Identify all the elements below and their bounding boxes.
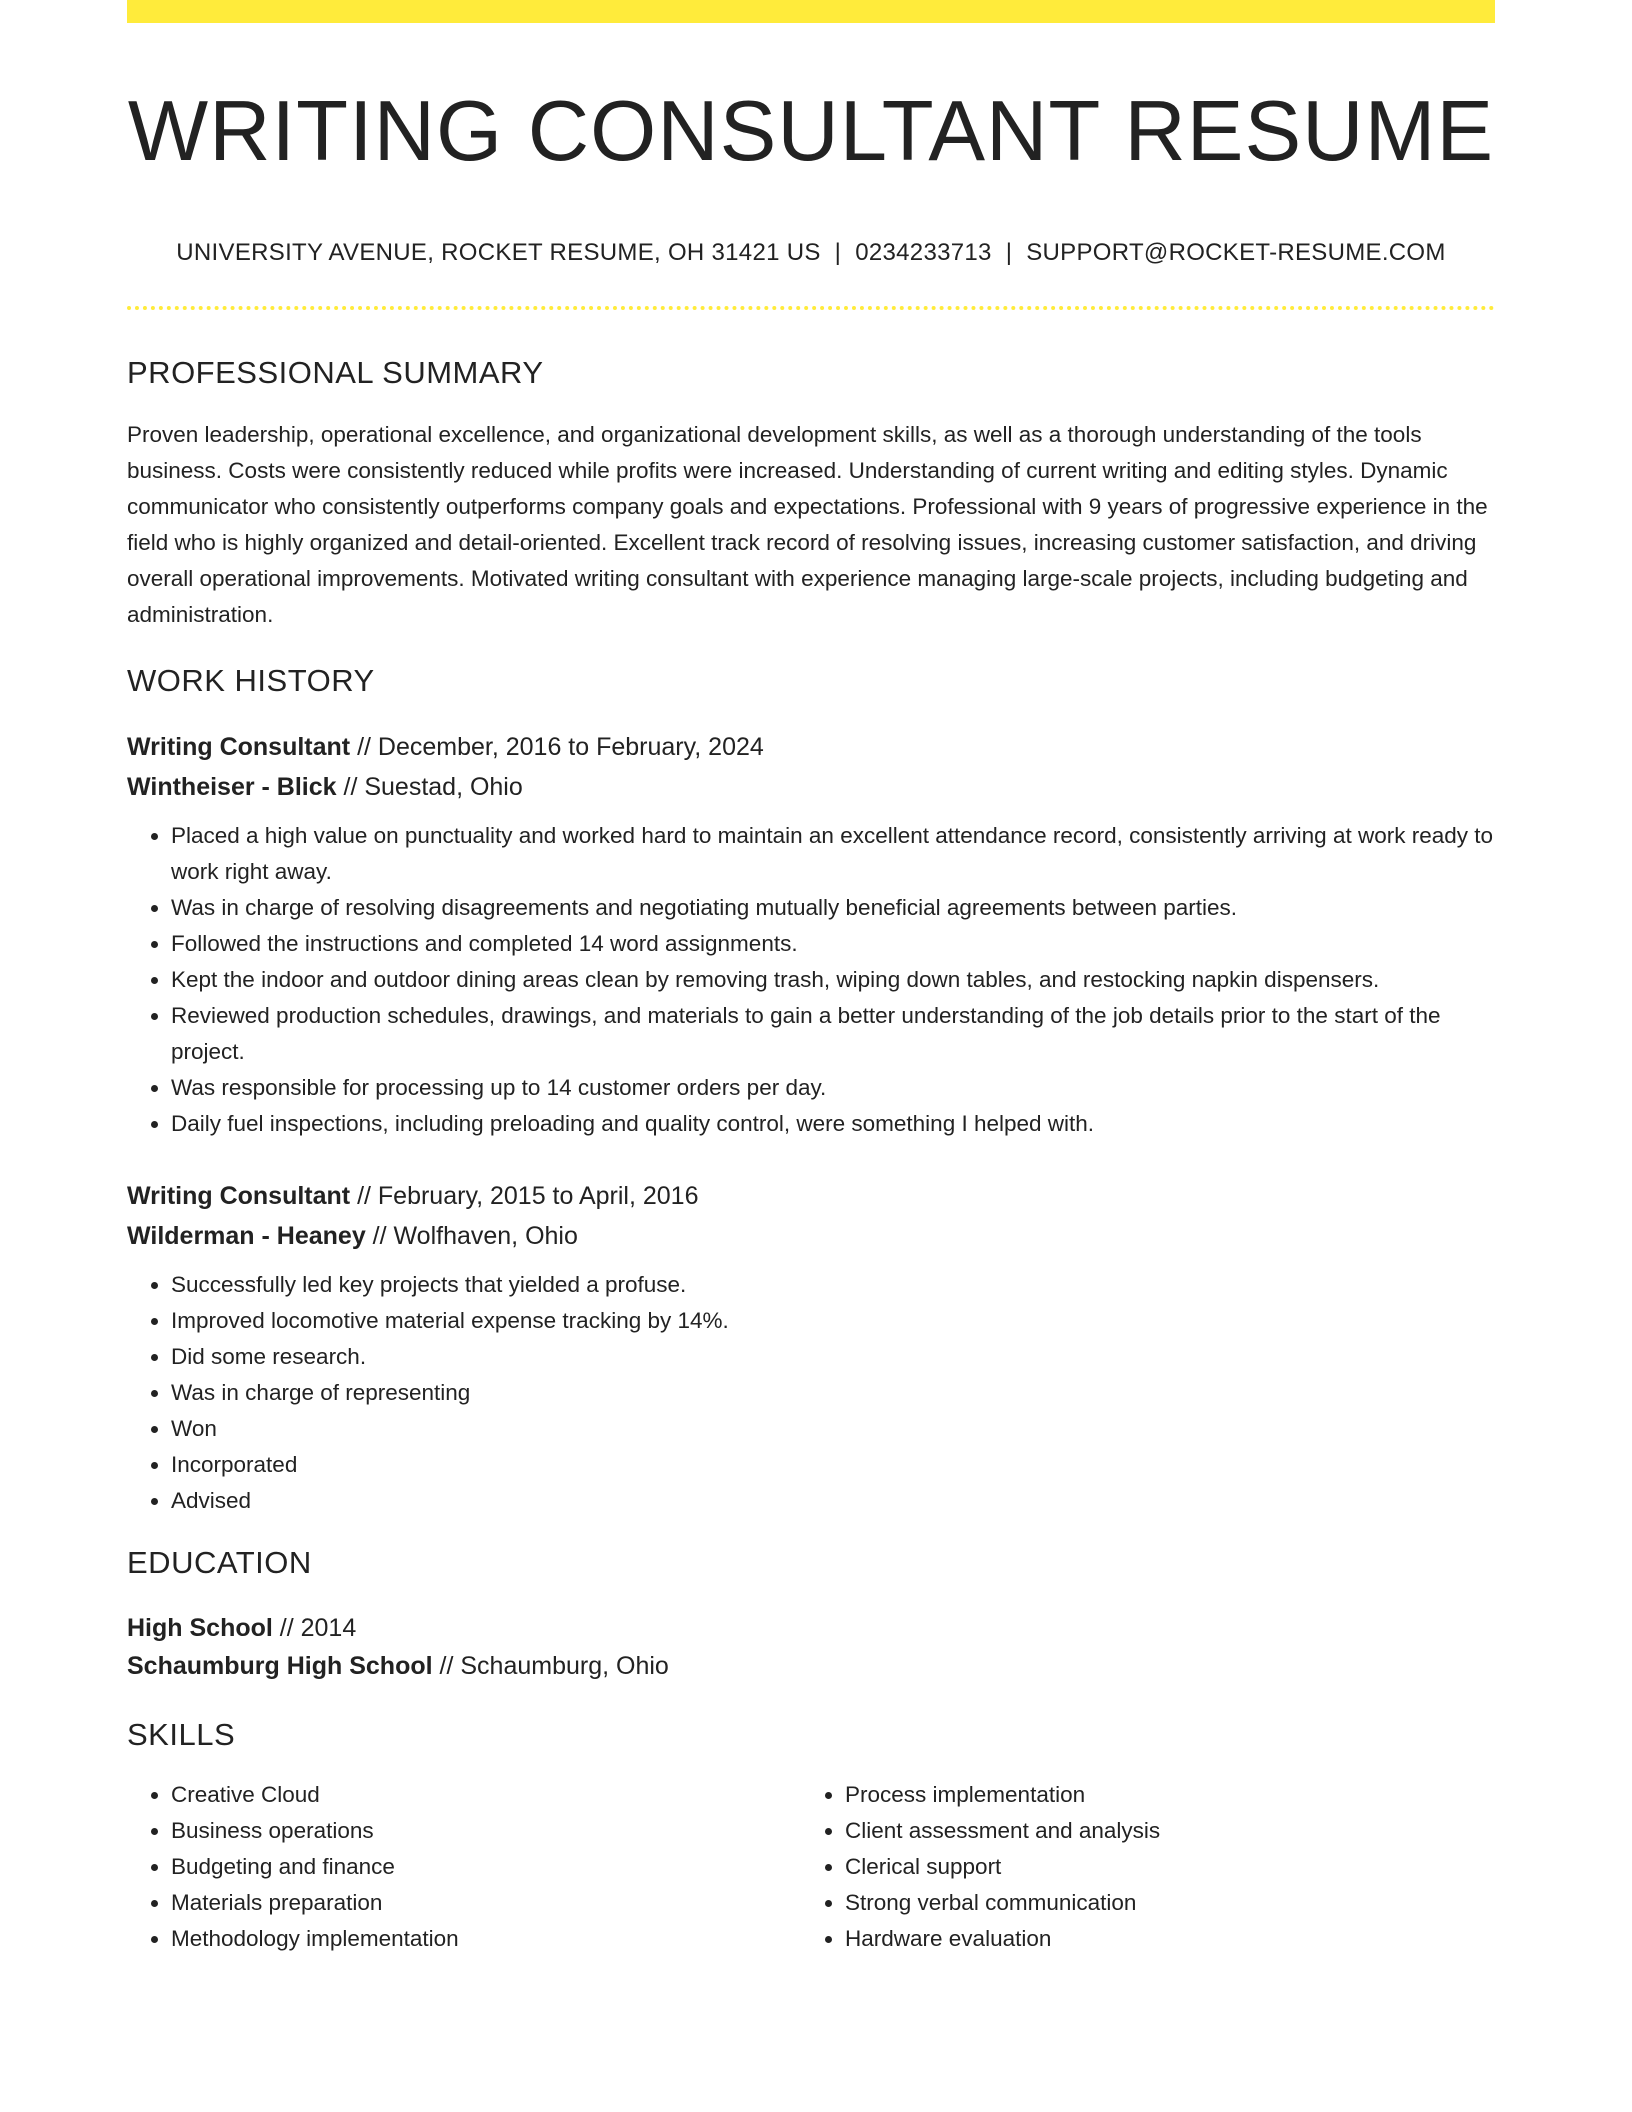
skill-item: • Client assessment and analysis bbox=[845, 1813, 1475, 1849]
skill-item: • Strong verbal communication bbox=[845, 1885, 1475, 1921]
job-company-line bbox=[127, 1216, 1495, 1256]
job-company-line bbox=[127, 767, 1495, 807]
skill-item: • Business operations bbox=[171, 1813, 801, 1849]
skill-item: • Materials preparation bbox=[171, 1885, 801, 1921]
contact-address: UNIVERSITY AVENUE, ROCKET RESUME, OH 31421 US bbox=[176, 238, 821, 266]
skills-column-left bbox=[127, 1777, 801, 1957]
job-entry bbox=[127, 727, 1495, 1142]
contact-separator: | bbox=[1005, 238, 1013, 266]
job-title-line bbox=[127, 1176, 1495, 1216]
summary-heading: PROFESSIONAL SUMMARY bbox=[127, 354, 544, 390]
top-accent-bar bbox=[127, 0, 1495, 23]
dotted-divider bbox=[127, 306, 1495, 310]
job-bullet: • Daily fuel inspections, including preloading and quality control, were something I helped with. bbox=[171, 1106, 1495, 1142]
education-entry bbox=[127, 1609, 1495, 1685]
job-bullet: • Was in charge of representing bbox=[171, 1375, 1495, 1411]
skills-column-right bbox=[801, 1777, 1475, 1957]
job-bullet: • Followed the instructions and completed 14 word assignments. bbox=[171, 926, 1495, 962]
skill-item: • Process implementation bbox=[845, 1777, 1475, 1813]
work-history-heading: WORK HISTORY bbox=[127, 662, 375, 698]
job-company: Wilderman - Heaney bbox=[127, 1221, 366, 1250]
education-heading: EDUCATION bbox=[127, 1544, 312, 1580]
job-dates: // December, 2016 to February, 2024 bbox=[350, 732, 764, 761]
resume-title: WRITING CONSULTANT RESUME bbox=[127, 84, 1495, 179]
education-degree: High School bbox=[127, 1613, 273, 1642]
resume-page bbox=[127, 0, 1495, 1957]
skill-item: • Clerical support bbox=[845, 1849, 1475, 1885]
job-bullet: • Reviewed production schedules, drawings, and materials to gain a better understanding of the job details prior to the start of the project. bbox=[171, 998, 1495, 1070]
education-school-line bbox=[127, 1647, 1495, 1685]
skills-heading: SKILLS bbox=[127, 1716, 236, 1752]
summary-text: Proven leadership, operational excellence, and organizational development skills, as well as a thorough understanding of the tools business. Costs were consistently reduced while profits were increased. Understanding of current writing and editing styles. Dynamic communicator who consistently outperforms company goals and expectations. Professional with 9 years of progressive experience in the field who is highly organized and detail-oriented. Excellent track record of resolving issues, increasing customer satisfaction, and driving overall operational improvements. Motivated writing consultant with experience managing large-scale projects, including budgeting and administration. bbox=[127, 421, 1488, 627]
job-company: Wintheiser - Blick bbox=[127, 772, 337, 801]
education-location: // Schaumburg, Ohio bbox=[432, 1651, 669, 1680]
job-location: // Suestad, Ohio bbox=[336, 772, 523, 801]
job-title: Writing Consultant bbox=[127, 1181, 351, 1210]
contact-email: SUPPORT@ROCKET-RESUME.COM bbox=[1026, 238, 1446, 266]
education-year: // 2014 bbox=[272, 1613, 357, 1642]
contact-line bbox=[127, 239, 1495, 267]
contact-phone: 0234233713 bbox=[855, 238, 992, 266]
skills-grid bbox=[127, 1777, 1495, 1957]
skill-item: • Creative Cloud bbox=[171, 1777, 801, 1813]
education-school: Schaumburg High School bbox=[127, 1651, 433, 1680]
job-bullet: • Improved locomotive material expense tracking by 14%. bbox=[171, 1303, 1495, 1339]
job-bullet: • Did some research. bbox=[171, 1339, 1495, 1375]
job-bullet: • Placed a high value on punctuality and worked hard to maintain an excellent attendance record, consistently arriving at work ready to work right away. bbox=[171, 818, 1495, 890]
job-bullet: • Successfully led key projects that yielded a profuse. bbox=[171, 1267, 1495, 1303]
job-title-line bbox=[127, 727, 1495, 767]
job-dates: // February, 2015 to April, 2016 bbox=[350, 1181, 699, 1210]
job-bullet: • Was responsible for processing up to 14 customer orders per day. bbox=[171, 1070, 1495, 1106]
job-title: Writing Consultant bbox=[127, 732, 351, 761]
job-bullet: • Won bbox=[171, 1411, 1495, 1447]
skill-item: • Hardware evaluation bbox=[845, 1921, 1475, 1957]
job-bullet: • Was in charge of resolving disagreements and negotiating mutually beneficial agreements between parties. bbox=[171, 890, 1495, 926]
contact-separator: | bbox=[834, 238, 842, 266]
job-location: // Wolfhaven, Ohio bbox=[365, 1221, 578, 1250]
job-bullet: • Advised bbox=[171, 1483, 1495, 1519]
job-bullet: • Incorporated bbox=[171, 1447, 1495, 1483]
job-bullets bbox=[127, 818, 1495, 1142]
job-entry bbox=[127, 1176, 1495, 1519]
job-bullet: • Kept the indoor and outdoor dining areas clean by removing trash, wiping down tables, and restocking napkin dispensers. bbox=[171, 962, 1495, 998]
job-bullets bbox=[127, 1267, 1495, 1519]
skill-item: • Methodology implementation bbox=[171, 1921, 801, 1957]
skill-item: • Budgeting and finance bbox=[171, 1849, 801, 1885]
education-degree-line bbox=[127, 1609, 1495, 1647]
